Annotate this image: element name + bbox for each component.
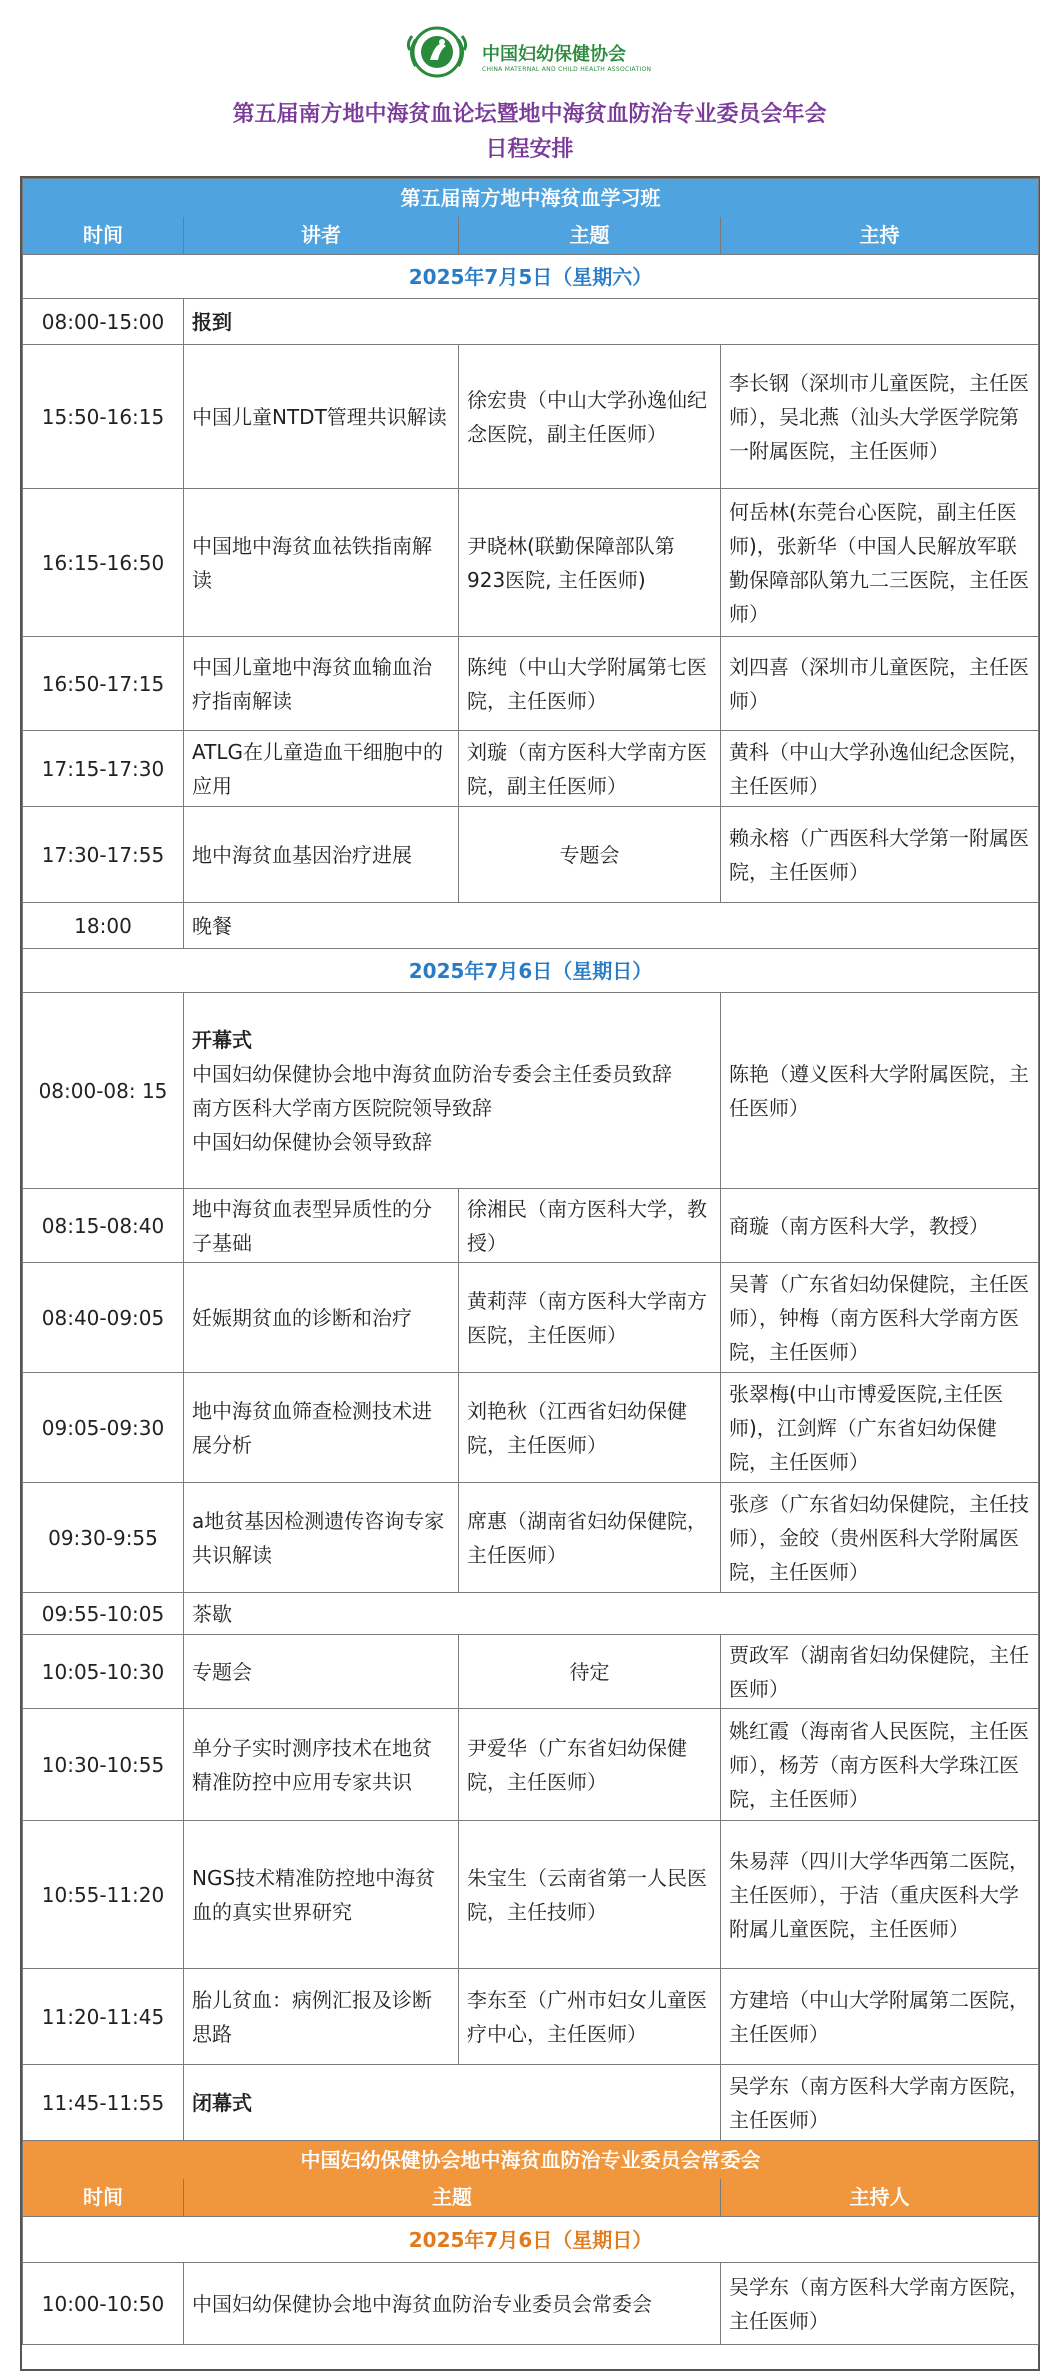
- column-header-speaker: 讲者: [184, 217, 459, 255]
- session-time: 09:55-10:05: [23, 1593, 184, 1635]
- page-title: 第五届南方地中海贫血论坛暨地中海贫血防治专业委员会年会: [232, 102, 827, 127]
- date-row: [23, 2217, 1039, 2263]
- session-topic: 中国儿童NTDT管理共识解读: [184, 345, 459, 489]
- session-topic: 地中海贫血基因治疗进展: [184, 807, 459, 903]
- session-time: 11:20-11:45: [23, 1969, 184, 2065]
- session-host: 贾政军（湖南省妇幼保健院，主任医师）: [721, 1635, 1039, 1709]
- section1-column-headers: [23, 217, 1039, 255]
- session-time: 10:00-10:50: [23, 2263, 184, 2345]
- opening-ceremony-cell: [184, 993, 721, 1189]
- section1-title: 第五届南方地中海贫血学习班: [23, 179, 1039, 217]
- session-topic-line: 中国妇幼保健协会领导致辞: [192, 1129, 432, 1154]
- session-topic: 报到: [184, 299, 1039, 345]
- org-name-en: CHINA MATERNAL AND CHILD HEALTH ASSOCIATION: [482, 66, 652, 73]
- schedule-table: [22, 178, 1039, 2345]
- section2-title: 中国妇幼保健协会地中海贫血防治专业委员会常委会: [23, 2141, 1039, 2179]
- session-topic-line: 中国妇幼保健协会地中海贫血防治专委会主任委员致辞: [192, 1061, 672, 1086]
- session-host: 方建培（中山大学附属第二医院，主任医师）: [721, 1969, 1039, 2065]
- session-topic: 地中海贫血表型异质性的分子基础: [184, 1189, 459, 1263]
- session-topic: 中国妇幼保健协会地中海贫血防治专业委员会常委会: [184, 2263, 721, 2345]
- session-speaker: 陈纯（中山大学附属第七医院，主任医师）: [459, 637, 721, 731]
- association-emblem-icon: [402, 20, 472, 84]
- table-row: [23, 299, 1039, 345]
- session-time: 08:00-15:00: [23, 299, 184, 345]
- table-row: [23, 993, 1039, 1189]
- table-row: [23, 1709, 1039, 1821]
- session-topic: 地中海贫血筛查检测技术进展分析: [184, 1373, 459, 1483]
- session-speaker: 专题会: [459, 807, 721, 903]
- session-topic: 妊娠期贫血的诊断和治疗: [184, 1263, 459, 1373]
- date-row: [23, 255, 1039, 299]
- session-topic: 晚餐: [184, 903, 1039, 949]
- column-header-topic: 主题: [459, 217, 721, 255]
- table-row: [23, 2263, 1039, 2345]
- table-row: [23, 345, 1039, 489]
- session-speaker: 刘璇（南方医科大学南方医院，副主任医师）: [459, 731, 721, 807]
- org-name-cn: 中国妇幼保健协会: [482, 44, 626, 65]
- table-row: [23, 1373, 1039, 1483]
- session-time: 16:50-17:15: [23, 637, 184, 731]
- session-time: 10:55-11:20: [23, 1821, 184, 1969]
- session-speaker: 待定: [459, 1635, 721, 1709]
- session-speaker: 徐宏贵（中山大学孙逸仙纪念医院，副主任医师）: [459, 345, 721, 489]
- session-host: 朱易萍（四川大学华西第二医院，主任医师），于洁（重庆医科大学附属儿童医院，主任医师）: [721, 1821, 1039, 1969]
- session-speaker: 黄莉萍（南方医科大学南方医院，主任医师）: [459, 1263, 721, 1373]
- column-header-host: 主持人: [721, 2179, 1039, 2217]
- session-host: 商璇（南方医科大学，教授）: [721, 1189, 1039, 1263]
- session-topic: 单分子实时测序技术在地贫精准防控中应用专家共识: [184, 1709, 459, 1821]
- session-time: 16:15-16:50: [23, 489, 184, 637]
- session-host: 李长钢（深圳市儿童医院，主任医师），吴北燕（汕头大学医学院第一附属医院，主任医师）: [721, 345, 1039, 489]
- session-time: 17:15-17:30: [23, 731, 184, 807]
- session-time: 17:30-17:55: [23, 807, 184, 903]
- session-topic: ATLG在儿童造血干细胞中的应用: [184, 731, 459, 807]
- session-time: 09:30-9:55: [23, 1483, 184, 1593]
- session-time: 10:05-10:30: [23, 1635, 184, 1709]
- session-time: 15:50-16:15: [23, 345, 184, 489]
- table-row: [23, 2065, 1039, 2141]
- date-label: 2025年7月6日（星期日）: [23, 2217, 1039, 2263]
- session-speaker: 刘艳秋（江西省妇幼保健院，主任医师）: [459, 1373, 721, 1483]
- session-topic-title: 开幕式: [192, 1027, 252, 1052]
- session-speaker: 尹晓林(联勤保障部队第923医院, 主任医师): [459, 489, 721, 637]
- section2-title-row: [23, 2141, 1039, 2179]
- table-row: [23, 903, 1039, 949]
- page-subtitle: 日程安排: [485, 137, 574, 162]
- session-topic: a地贫基因检测遗传咨询专家共识解读: [184, 1483, 459, 1593]
- column-header-topic: 主题: [184, 2179, 721, 2217]
- session-speaker: 朱宝生（云南省第一人民医院，主任技师）: [459, 1821, 721, 1969]
- table-row: [23, 1189, 1039, 1263]
- table-row: [23, 1635, 1039, 1709]
- column-header-time: 时间: [23, 217, 184, 255]
- session-speaker: 尹爱华（广东省妇幼保健院，主任医师）: [459, 1709, 721, 1821]
- session-host: 吴学东（南方医科大学南方医院，主任医师）: [721, 2065, 1039, 2141]
- session-topic: 专题会: [184, 1635, 459, 1709]
- session-time: 18:00: [23, 903, 184, 949]
- column-header-time: 时间: [23, 2179, 184, 2217]
- date-label: 2025年7月6日（星期日）: [23, 949, 1039, 993]
- session-topic: NGS技术精准防控地中海贫血的真实世界研究: [184, 1821, 459, 1969]
- session-host: 吴菁（广东省妇幼保健院，主任医师），钟梅（南方医科大学南方医院，主任医师）: [721, 1263, 1039, 1373]
- table-row: [23, 1483, 1039, 1593]
- org-logo: [402, 20, 658, 84]
- session-time: 10:30-10:55: [23, 1709, 184, 1821]
- table-row: [23, 807, 1039, 903]
- session-host: 陈艳（遵义医科大学附属医院，主任医师）: [721, 993, 1039, 1189]
- session-time: 08:15-08:40: [23, 1189, 184, 1263]
- section2-column-headers: [23, 2179, 1039, 2217]
- table-row: [23, 637, 1039, 731]
- session-time: 11:45-11:55: [23, 2065, 184, 2141]
- session-speaker: 席惠（湖南省妇幼保健院，主任医师）: [459, 1483, 721, 1593]
- session-host: 何岳林(东莞台心医院，副主任医师)，张新华（中国人民解放军联勤保障部队第九二三医院，主任医师）: [721, 489, 1039, 637]
- session-time: 08:00-08: 15: [23, 993, 184, 1189]
- session-topic: 中国儿童地中海贫血输血治疗指南解读: [184, 637, 459, 731]
- page-header: [0, 0, 1059, 178]
- session-host: 刘四喜（深圳市儿童医院，主任医师）: [721, 637, 1039, 731]
- table-row: [23, 1593, 1039, 1635]
- session-speaker: 李东至（广州市妇女儿童医疗中心，主任医师）: [459, 1969, 721, 2065]
- column-header-host: 主持: [721, 217, 1039, 255]
- session-time: 08:40-09:05: [23, 1263, 184, 1373]
- session-host: 吴学东（南方医科大学南方医院，主任医师）: [721, 2263, 1039, 2345]
- session-topic: 胎儿贫血：病例汇报及诊断思路: [184, 1969, 459, 2065]
- session-topic: 茶歇: [184, 1593, 1039, 1635]
- date-label: 2025年7月5日（星期六）: [23, 255, 1039, 299]
- session-host: 张翠梅(中山市博爱医院,主任医师)，江剑辉（广东省妇幼保健院，主任医师）: [721, 1373, 1039, 1483]
- session-host: 赖永榕（广西医科大学第一附属医院，主任医师）: [721, 807, 1039, 903]
- table-row: [23, 1821, 1039, 1969]
- session-speaker: 徐湘民（南方医科大学，教授）: [459, 1189, 721, 1263]
- session-host: 黄科（中山大学孙逸仙纪念医院，主任医师）: [721, 731, 1039, 807]
- table-row: [23, 489, 1039, 637]
- section1-title-row: [23, 179, 1039, 217]
- session-topic-line: 南方医科大学南方医院院领导致辞: [192, 1095, 492, 1120]
- session-time: 09:05-09:30: [23, 1373, 184, 1483]
- session-host: 张彦（广东省妇幼保健院，主任技师），金皎（贵州医科大学附属医院，主任医师）: [721, 1483, 1039, 1593]
- session-topic: 闭幕式: [184, 2065, 721, 2141]
- table-row: [23, 1263, 1039, 1373]
- table-row: [23, 1969, 1039, 2065]
- session-topic: 中国地中海贫血祛铁指南解读: [184, 489, 459, 637]
- table-row: [23, 731, 1039, 807]
- date-row: [23, 949, 1039, 993]
- session-host: 姚红霞（海南省人民医院，主任医师），杨芳（南方医科大学珠江医院，主任医师）: [721, 1709, 1039, 1821]
